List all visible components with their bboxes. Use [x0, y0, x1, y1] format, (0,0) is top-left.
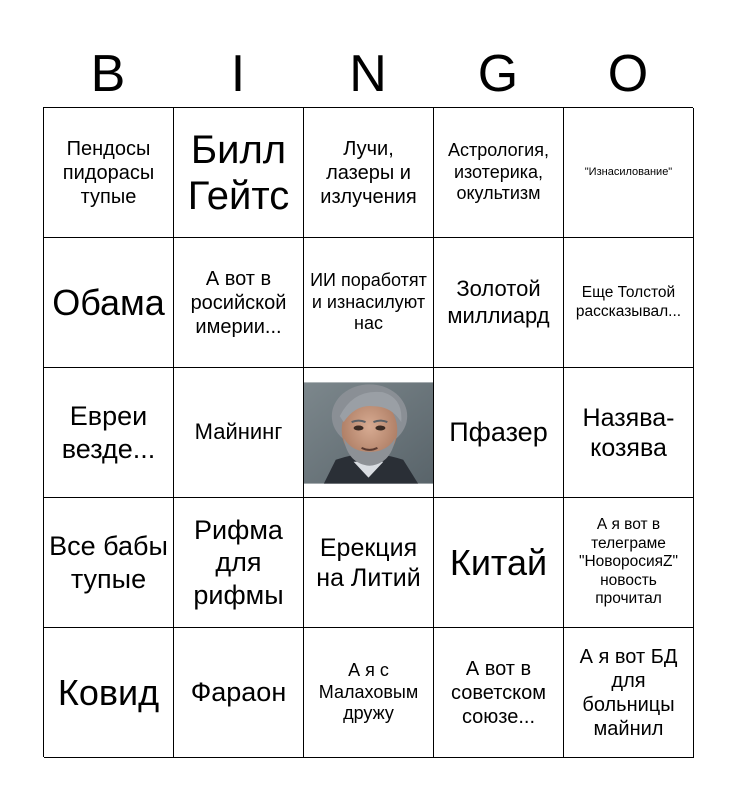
bingo-cell[interactable]	[434, 368, 564, 498]
bingo-cell[interactable]	[44, 628, 174, 758]
bingo-cell[interactable]	[174, 628, 304, 758]
header-letter-g: G	[477, 45, 519, 103]
cell-text: Пендосы пидорасы тупые	[62, 137, 155, 208]
bingo-cell[interactable]	[174, 368, 304, 498]
header-letter-i: I	[230, 45, 246, 103]
cell-text: А я вот БД для больницы майнил	[579, 645, 678, 740]
cell-text: Китай	[449, 541, 548, 583]
bingo-cell[interactable]	[564, 368, 694, 498]
cell-text: "Изнасилование"	[584, 165, 673, 178]
cell-text: Ерекция на Литий	[316, 533, 421, 592]
bingo-cell[interactable]	[564, 628, 694, 758]
bingo-cell[interactable]	[174, 108, 304, 238]
cell-text: Лучи, лазеры и излучения	[320, 137, 417, 208]
bingo-cell[interactable]	[304, 628, 434, 758]
cell-text: Еще Толстой рассказывал...	[575, 283, 682, 320]
bingo-cell[interactable]	[44, 108, 174, 238]
cell-text: Золотой миллиард	[447, 276, 550, 328]
free-space-cell[interactable]	[304, 368, 434, 498]
cell-text: Рифма для рифмы	[193, 514, 284, 610]
cell-text: А я с Малаховым дружу	[318, 660, 419, 724]
cell-text: А вот в советском союзе...	[451, 657, 546, 728]
cell-text: ИИ поработят и изнасилуют нас	[310, 270, 427, 334]
cell-text: Ковид	[57, 671, 160, 713]
cell-text: Астрология, изотерика, окультизм	[448, 140, 549, 204]
bingo-cell[interactable]	[174, 498, 304, 628]
cell-text: А вот в росийской имерии...	[190, 267, 287, 338]
bingo-cell[interactable]	[44, 498, 174, 628]
bingo-header	[43, 42, 693, 106]
header-letter-o: O	[607, 45, 649, 103]
cell-text: Пфазер	[449, 417, 548, 448]
bingo-cell[interactable]	[434, 628, 564, 758]
cell-text: Фараон	[190, 677, 287, 708]
bingo-card	[43, 107, 693, 757]
bingo-cell[interactable]	[304, 498, 434, 628]
bingo-cell[interactable]	[174, 238, 304, 368]
bingo-cell[interactable]	[44, 238, 174, 368]
cell-text: Билл Гейтс	[187, 127, 290, 218]
cell-text: Обама	[52, 281, 165, 323]
bingo-cell[interactable]	[564, 238, 694, 368]
cell-text: Майнинг	[194, 419, 283, 445]
bingo-cell[interactable]	[304, 108, 434, 238]
cell-text: А я вот в телеграме "НоворосияZ" новость прочитал	[578, 516, 678, 608]
header-letter-b: B	[90, 45, 126, 103]
cell-text: Евреи везде...	[61, 401, 156, 464]
bingo-cell[interactable]	[564, 108, 694, 238]
bingo-cell[interactable]	[434, 108, 564, 238]
bingo-cell[interactable]	[564, 498, 694, 628]
bingo-cell[interactable]	[434, 498, 564, 628]
cell-text: Назява-козява	[582, 403, 675, 462]
bingo-cell[interactable]	[434, 238, 564, 368]
bingo-cell[interactable]	[304, 238, 434, 368]
bingo-cell[interactable]	[44, 368, 174, 498]
cell-text: Все бабы тупые	[49, 531, 168, 594]
header-letter-n: N	[349, 45, 387, 103]
man-portrait-photo-icon	[304, 382, 433, 484]
